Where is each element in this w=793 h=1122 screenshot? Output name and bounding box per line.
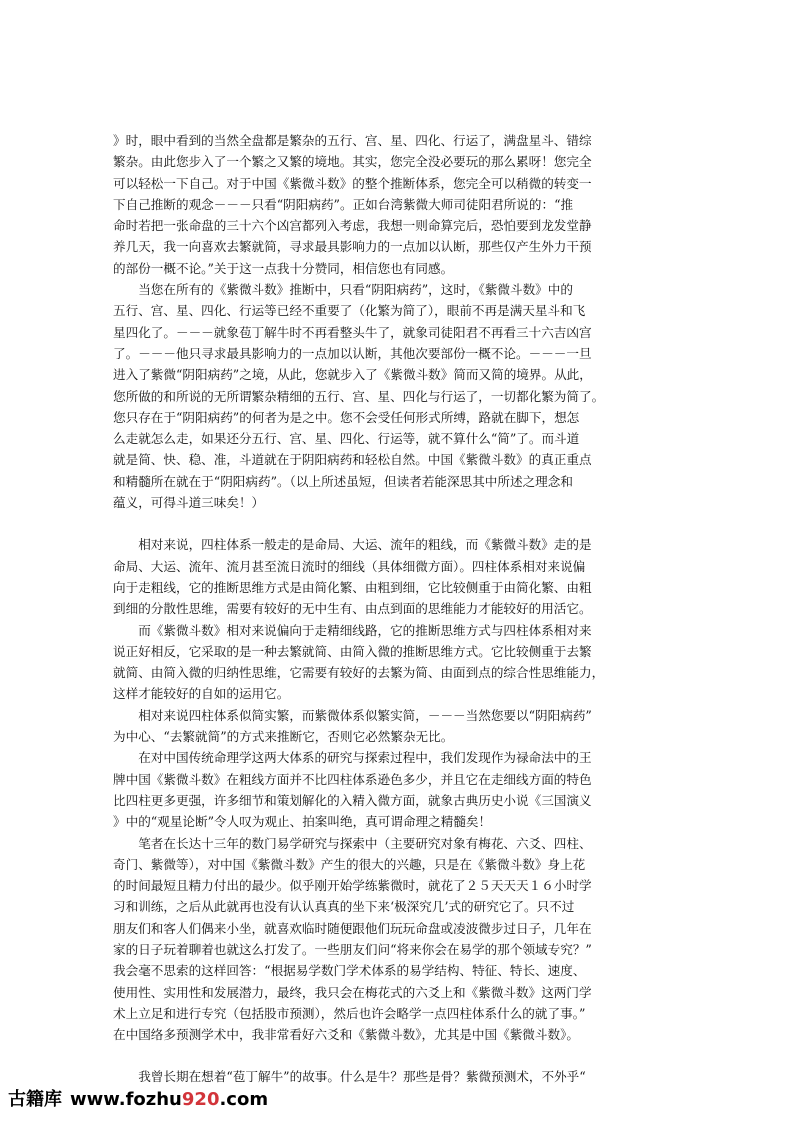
text-line: 说正好相反，它采取的是一种去繁就简、由简入微的推断思维方式。它比较侧重于去繁 [113,643,592,659]
text-line: 就是简、快、稳、准，斗道就在于阴阳病药和轻松自然。中国《紫微斗数》的真正重点 [113,452,592,468]
text-line: 的部份一概不论。”关于这一点我十分赞同，相信您也有同感。 [113,260,454,276]
text-line: 命时若把一张命盘的三十六个凶宫都列入考虑，我想一则命算完后，恐怕要到龙发堂静 [113,218,592,234]
text-line: 我曾长期在想着“苞丁解牛”的故事。什么是牛？那些是骨？紫微预测术，不外乎“ [113,1069,586,1085]
text-line: 》中的“观星论断”令人叹为观止、拍案叫绝，真可谓命理之精髓矣！ [113,814,492,830]
footer-site-prefix: www.fozhu [70,1089,182,1110]
text-line: 在中国络多预测学术中，我非常看好六爻和《紫微斗数》，尤其是中国《紫微斗数》。 [113,1027,579,1043]
footer-watermark [8,1085,268,1111]
text-line: 使用性、实用性和发展潜力，最终，我只会在梅花式的六爻上和《紫微斗数》这两门学 [113,984,592,1000]
text-line: 相对来说，四柱体系一般走的是命局、大运、流年的粗线，而《紫微斗数》走的是 [113,537,592,553]
paragraph-gap [113,1045,653,1066]
footer-site-number: 920 [181,1089,220,1110]
text-line: 就简、由简入微的归纳性思维，它需要有较好的去繁为简、由面到点的综合性思维能力， [113,665,605,681]
text-line: 朋友们和客人们偶来小坐，就喜欢临时随便跟他们玩玩命盘或凌波微步过日子，几年在 [113,920,592,936]
text-line: 了。－－－他只寻求最具影响力的一点加以认断，其他次要部份一概不论。－－－一旦 [113,345,592,361]
text-line: 相对来说四柱体系似简实繁，而紫微体系似繁实简，－－－当然您要以“阴阳病药” [113,707,592,723]
paragraph-gap [113,513,653,534]
text-line: 当您在所有的《紫微斗数》推断中，只看“阴阳病药”，这时，《紫微斗数》中的 [113,282,573,298]
text-line: 可以轻松一下自己。对于中国《紫微斗数》的整个推断体系，您完全可以稍微的转变一 [113,175,592,191]
text-line: 比四柱更多更强，许多细节和策划解化的入精入微方面，就象古典历史小说《三国演义 [113,792,592,808]
text-line: 五行、宫、星、四化、行运等已经不重要了（化繁为简了），眼前不再是满天星斗和飞 [113,303,586,319]
section-comparison [113,534,653,1045]
text-line: 》时，眼中看到的当然全盘都是繁杂的五行、宫、星、四化、行运了，满盘星斗、错综 [113,133,592,148]
text-line: 奇门、紫微等），对中国《紫微斗数》产生的很大的兴趣，只是在《紫微斗数》身上花 [113,856,586,872]
text-line: 您只存在于“阴阳病药”的何者为是之中。您不会受任何形式所缚，路就在脚下，想怎 [113,409,580,425]
text-line: 家的日子玩着聊着也就这么打发了。一些朋友们问“将来你会在易学的那个领域专究？” [113,941,592,957]
text-line: 的时间最短且精力付出的最少。似乎刚开始学练紫微时，就花了２５天天天１６小时学 [113,878,592,894]
text-line: 习和训练，之后从此就再也没有认认真真的坐下来‘极深究几’式的研究它了。只不过 [113,899,575,915]
text-line: 术上立足和进行专究（包括股市预测），然后也许会略学一点四柱体系什么的就了事。” [113,1005,586,1021]
text-line: 笔者在长达十三年的数门易学研究与探索中（主要研究对象有梅花、六爻、四柱、 [113,835,592,851]
text-line: 我会毫不思索的这样回答：“根据易学数门学术体系的易学结构、特征、特长、速度、 [113,963,586,979]
text-line: 进入了紫微“阴阳病药”之境，从此，您就步入了《紫微斗数》简而又简的境界。从此， [113,367,592,383]
text-line: 您所做的和所说的无所谓繁杂精细的五行、宫、星、四化与行运了，一切都化繁为简了。 [113,388,605,404]
text-line: 向于走粗线，它的推断思维方式是由简化繁、由粗到细，它比较侧重于由简化繁、由粗 [113,579,592,595]
section-yinyang [113,130,653,513]
text-line: 到细的分散性思维，需要有较好的无中生有、由点到面的思维能力才能较好的用活它。 [113,601,592,617]
text-line: 么走就怎么走，如果还分五行、宫、星、四化、行运等，就不算什么“简”了。而斗道 [113,431,580,447]
text-line: 繁杂。由此您步入了一个繁之又繁的境地。其实，您完全没必要玩的那么累呀！您完全 [113,154,592,170]
text-line: 而《紫微斗数》相对来说偏向于走精细线路，它的推断思维方式与四柱体系相对来 [113,622,592,638]
footer-site-suffix: .com [219,1089,269,1110]
text-line: 为中心、“去繁就简”的方式来推断它，否则它必然繁杂无比。 [113,729,454,745]
text-line: 牌中国《紫微斗数》在粗线方面并不比四柱体系逊色多少，并且它在走细线方面的特色 [113,771,592,787]
text-line: 这样才能较好的自如的运用它。 [113,686,290,702]
text-line: 在对中国传统命理学这两大体系的研究与探索过程中，我们发现作为禄命法中的王 [113,750,592,766]
page-body [113,130,653,1088]
footer-brand: 古籍库 [8,1089,62,1110]
text-line: 下自己推断的观念－－－只看“阴阳病药”。正如台湾紫微大师司徒阳君所说的：“推 [113,196,574,212]
text-line: 养几天，我一向喜欢去繁就简，寻求最具影响力的一点加以认断，那些仅产生外力干预 [113,239,592,255]
text-line: 星四化了。－－－就象苞丁解牛时不再看整头牛了，就象司徒阳君不再看三十六吉凶宫 [113,324,592,340]
text-line: 命局、大运、流年、流月甚至流日流时的细线（具体细微方面）。四柱体系相对来说偏 [113,558,586,574]
text-line: 和精髓所在就在于“阴阳病药”。（以上所述虽短，但读者若能深思其中所述之理念和 [113,473,573,489]
text-line: 蕴义，可得斗道三味矣！） [113,495,265,511]
